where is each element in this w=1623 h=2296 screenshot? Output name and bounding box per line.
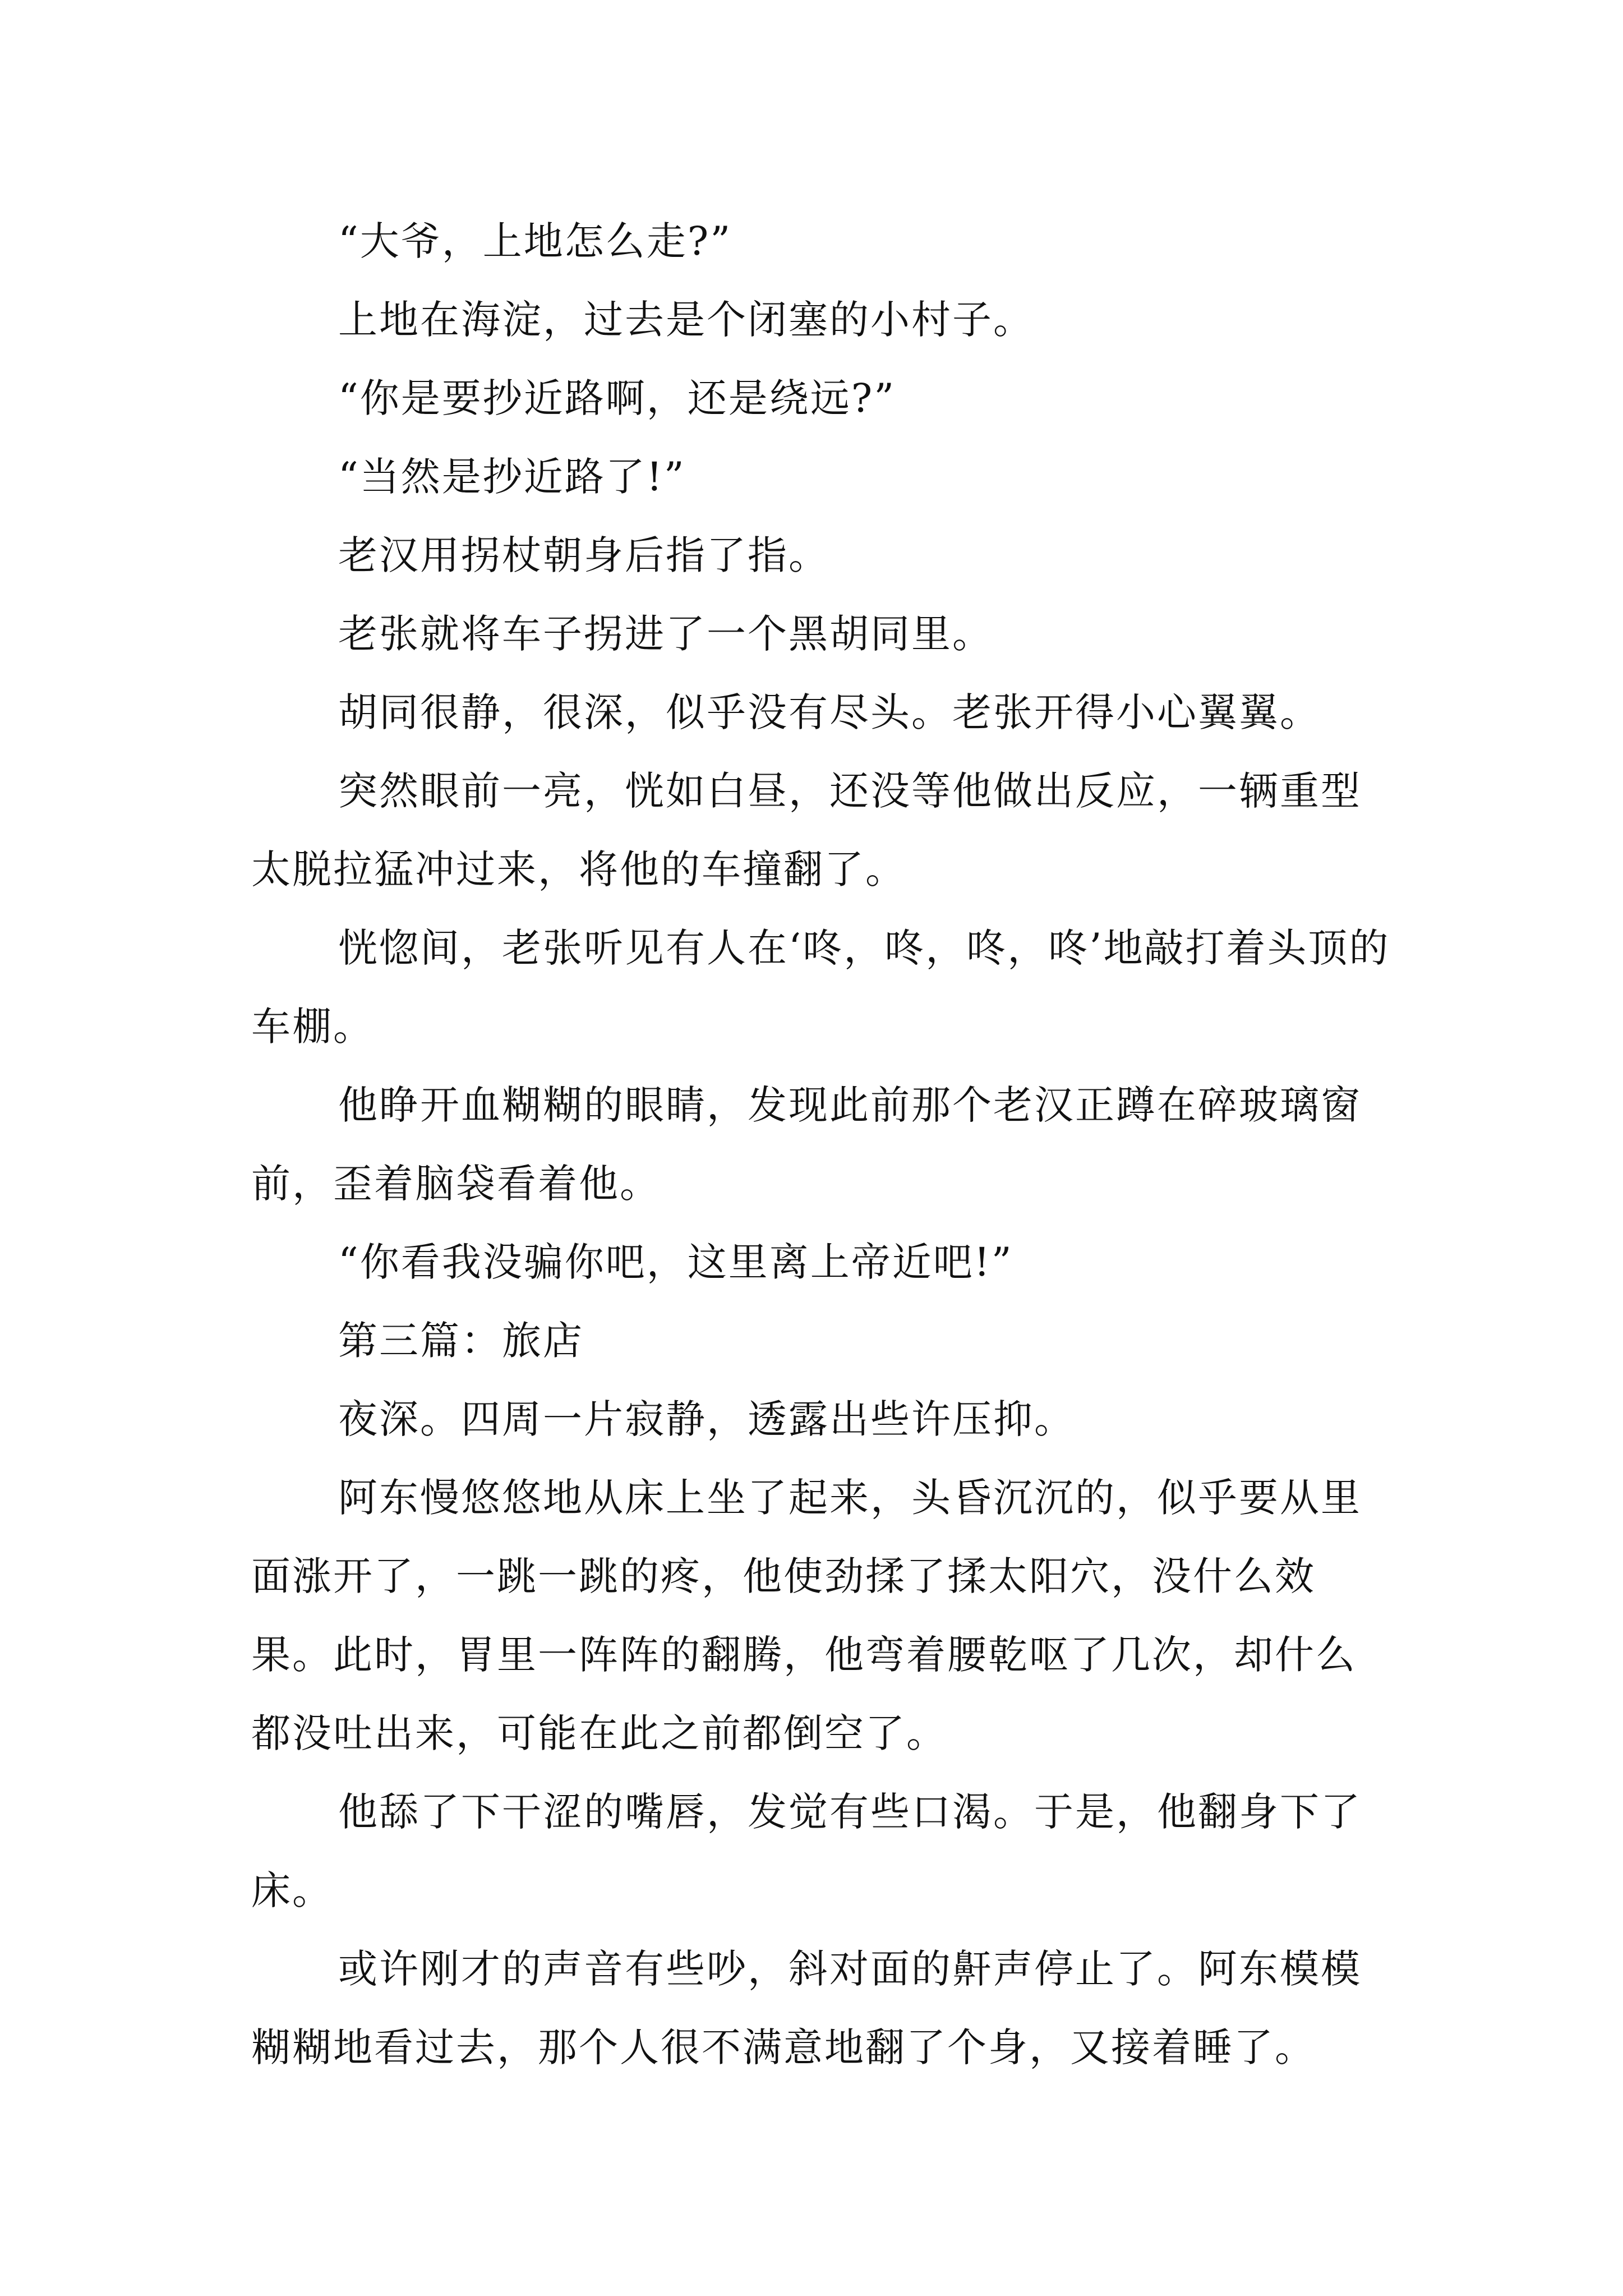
paragraph: “大爷，上地怎么走?” bbox=[338, 218, 732, 264]
paragraph: 他睁开血糊糊的眼睛，发现此前那个老汉正蹲在碎玻璃窗前，歪着脑袋看着他。 bbox=[251, 1082, 1362, 1207]
paragraph: 老张就将车子拐进了一个黑胡同里。 bbox=[338, 611, 993, 657]
paragraph: 阿东慢悠悠地从床上坐了起来，头昏沉沉的，似乎要从里面涨开了，一跳一跳的疼，他使劲揉了揉太阳穴，没什么效果。此时，胃里一阵阵的翻腾，他弯着腰乾呕了几次，却什么都没吐出来，可能在此之前都倒空了。 bbox=[251, 1475, 1362, 1756]
paragraph: 上地在海淀，过去是个闭塞的小村子。 bbox=[338, 297, 1034, 343]
story-text bbox=[251, 202, 1395, 2087]
section-heading: 第三篇：旅店 bbox=[338, 1318, 584, 1364]
paragraph: 胡同很静，很深，似乎没有尽头。老张开得小心翼翼。 bbox=[338, 689, 1321, 735]
paragraph: 夜深。四周一片寂静，透露出些许压抑。 bbox=[338, 1396, 1075, 1442]
paragraph: 突然眼前一亮，恍如白昼，还没等他做出反应，一辆重型太脱拉猛冲过来，将他的车撞翻了。 bbox=[251, 768, 1362, 892]
paragraph: “你看我没骗你吧，这里离上帝近吧!” bbox=[338, 1239, 1013, 1285]
paragraph: 老汉用拐杖朝身后指了指。 bbox=[338, 532, 829, 578]
paragraph: “你是要抄近路啊，还是绕远?” bbox=[338, 375, 896, 421]
paragraph: 他舔了下干涩的嘴唇，发觉有些口渴。于是，他翻身下了床。 bbox=[251, 1789, 1362, 1913]
paragraph: 或许刚才的声音有些吵，斜对面的鼾声停止了。阿东模模糊糊地看过去，那个人很不满意地翻了个身，又接着睡了。 bbox=[251, 1946, 1362, 2070]
paragraph: “当然是抄近路了!” bbox=[338, 454, 686, 500]
paragraph: 恍惚间，老张听见有人在‘咚，咚，咚，咚’地敲打着头顶的车棚。 bbox=[251, 925, 1390, 1050]
